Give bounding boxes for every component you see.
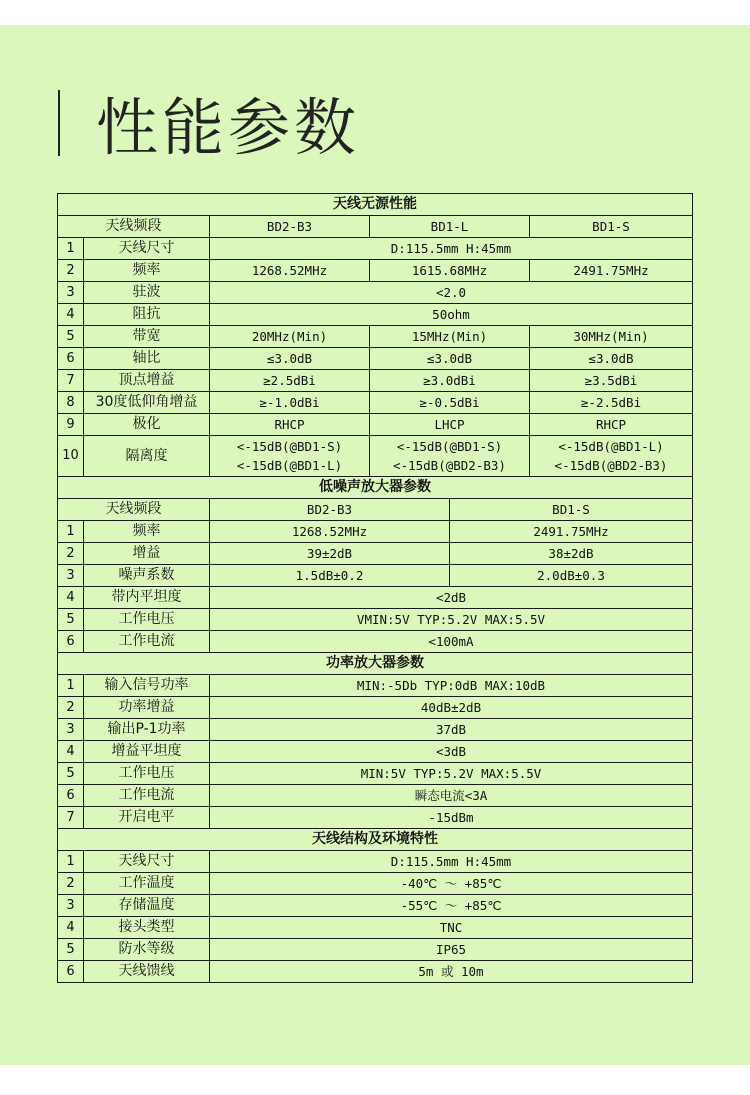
column-header: 天线频段 [58,216,210,238]
value-cell: -40℃ ～ +85℃ [210,873,693,895]
row-number: 5 [58,939,84,961]
value-cell: 1268.52MHz [210,260,370,282]
section-header: 天线无源性能 [58,194,693,216]
row-label: 天线尺寸 [84,851,210,873]
row-label: 隔离度 [84,436,210,477]
row-number: 2 [58,697,84,719]
row-number: 6 [58,631,84,653]
value-cell: D:115.5mm H:45mm [210,851,693,873]
column-header: BD1-S [530,216,693,238]
value-cell: 50ohm [210,304,693,326]
value-cell: 20MHz(Min) [210,326,370,348]
row-label: 噪声系数 [84,565,210,587]
row-label: 工作电压 [84,609,210,631]
table-row [58,961,693,983]
table-row [58,719,693,741]
table-row [58,763,693,785]
value-cell [210,436,370,477]
title-accent-bar [58,90,60,156]
row-number: 1 [58,238,84,260]
row-label: 顶点增益 [84,370,210,392]
table-row [58,565,693,587]
value-cell: 15MHz(Min) [370,326,530,348]
table-row [58,238,693,260]
value-cell: -55℃ ～ +85℃ [210,895,693,917]
table-row [58,587,693,609]
table-row [58,939,693,961]
row-label: 增益平坦度 [84,741,210,763]
spec-table [57,193,693,983]
table-row [58,282,693,304]
row-label: 带宽 [84,326,210,348]
row-label: 天线尺寸 [84,238,210,260]
row-label: 频率 [84,260,210,282]
table-row [58,675,693,697]
row-label: 工作温度 [84,873,210,895]
row-label: 输入信号功率 [84,675,210,697]
value-cell: ≥3.5dBi [530,370,693,392]
row-label: 阻抗 [84,304,210,326]
value-cell: 40dB±2dB [210,697,693,719]
row-label: 增益 [84,543,210,565]
value-cell: D:115.5mm H:45mm [210,238,693,260]
row-label: 天线馈线 [84,961,210,983]
value-cell [530,436,693,477]
value-cell: TNC [210,917,693,939]
row-label: 频率 [84,521,210,543]
value-cell: 38±2dB [450,543,693,565]
row-number: 6 [58,348,84,370]
value-cell: ≥-2.5dBi [530,392,693,414]
table-row [58,609,693,631]
section-header: 低噪声放大器参数 [58,477,693,499]
table-row [58,436,693,477]
value-cell: 瞬态电流<3A [210,785,693,807]
row-label: 开启电平 [84,807,210,829]
table-row [58,348,693,370]
section-header: 功率放大器参数 [58,653,693,675]
row-label: 存储温度 [84,895,210,917]
table-row [58,851,693,873]
row-label: 接头类型 [84,917,210,939]
table-row [58,917,693,939]
page-title: 性能参数 [96,91,361,164]
title-block [58,85,361,164]
row-label: 轴比 [84,348,210,370]
value-cell: ≥2.5dBi [210,370,370,392]
row-number: 4 [58,917,84,939]
section-header-row [58,653,693,675]
value-cell: ≥-1.0dBi [210,392,370,414]
isolation-line: <-15dB(@BD2-B3) [554,458,668,473]
value-cell: 1268.52MHz [210,521,450,543]
row-label: 功率增益 [84,697,210,719]
row-number: 1 [58,521,84,543]
isolation-line: <-15dB(@BD1-S) [396,439,503,454]
isolation-line: <-15dB(@BD2-B3) [393,458,506,473]
value-cell: <2.0 [210,282,693,304]
table-row [58,392,693,414]
row-number: 4 [58,304,84,326]
section-header-row [58,829,693,851]
row-number: 4 [58,741,84,763]
isolation-line: <-15dB(@BD1-S) [236,439,343,454]
column-header: 天线频段 [58,499,210,521]
value-cell: IP65 [210,939,693,961]
table-row [58,414,693,436]
row-number: 6 [58,785,84,807]
row-number: 2 [58,260,84,282]
table-row [58,260,693,282]
row-number: 2 [58,543,84,565]
row-number: 7 [58,807,84,829]
value-cell: 37dB [210,719,693,741]
value-cell: <2dB [210,587,693,609]
row-label: 防水等级 [84,939,210,961]
row-number: 1 [58,851,84,873]
value-cell: 1615.68MHz [370,260,530,282]
row-number: 4 [58,587,84,609]
row-label: 输出P-1功率 [84,719,210,741]
column-header: BD2-B3 [210,216,370,238]
value-cell: 39±2dB [210,543,450,565]
row-number: 3 [58,895,84,917]
table-row [58,807,693,829]
row-label: 工作电压 [84,763,210,785]
value-cell: -15dBm [210,807,693,829]
row-number: 3 [58,565,84,587]
table-row [58,785,693,807]
row-number: 2 [58,873,84,895]
value-cell: LHCP [370,414,530,436]
table-row [58,895,693,917]
value-cell: VMIN:5V TYP:5.2V MAX:5.5V [210,609,693,631]
row-number: 8 [58,392,84,414]
row-number: 3 [58,719,84,741]
row-number: 10 [58,436,84,477]
value-cell: 1.5dB±0.2 [210,565,450,587]
row-number: 6 [58,961,84,983]
value-cell: 5m 或 10m [210,961,693,983]
table-row [58,873,693,895]
isolation-line: <-15dB(@BD1-L) [558,439,664,454]
value-cell: 2491.75MHz [450,521,693,543]
section-header-row [58,477,693,499]
value-cell: 2491.75MHz [530,260,693,282]
row-label: 极化 [84,414,210,436]
table-row [58,631,693,653]
value-cell: ≤3.0dB [530,348,693,370]
table-row [58,370,693,392]
table-row [58,521,693,543]
row-label: 带内平坦度 [84,587,210,609]
table-row [58,543,693,565]
row-label: 工作电流 [84,631,210,653]
row-number: 5 [58,326,84,348]
value-cell: <100mA [210,631,693,653]
section-header: 天线结构及环境特性 [58,829,693,851]
column-header: BD1-S [450,499,693,521]
value-cell: ≥-0.5dBi [370,392,530,414]
section-header-row [58,194,693,216]
value-cell: ≤3.0dB [210,348,370,370]
column-header: BD2-B3 [210,499,450,521]
value-cell [370,436,530,477]
column-header-row [58,499,693,521]
row-label: 30度低仰角增益 [84,392,210,414]
value-cell: RHCP [530,414,693,436]
row-label: 工作电流 [84,785,210,807]
row-number: 7 [58,370,84,392]
row-label: 驻波 [84,282,210,304]
row-number: 1 [58,675,84,697]
value-cell: RHCP [210,414,370,436]
row-number: 9 [58,414,84,436]
value-cell: <3dB [210,741,693,763]
column-header-row [58,216,693,238]
value-cell: ≤3.0dB [370,348,530,370]
value-cell: MIN:5V TYP:5.2V MAX:5.5V [210,763,693,785]
column-header: BD1-L [370,216,530,238]
row-number: 5 [58,609,84,631]
table-row [58,697,693,719]
row-number: 5 [58,763,84,785]
value-cell: 2.0dB±0.3 [450,565,693,587]
row-number: 3 [58,282,84,304]
isolation-line: <-15dB(@BD1-L) [236,458,343,473]
value-cell: ≥3.0dBi [370,370,530,392]
table-row [58,304,693,326]
table-row [58,326,693,348]
value-cell: MIN:-5Db TYP:0dB MAX:10dB [210,675,693,697]
value-cell: 30MHz(Min) [530,326,693,348]
table-row [58,741,693,763]
